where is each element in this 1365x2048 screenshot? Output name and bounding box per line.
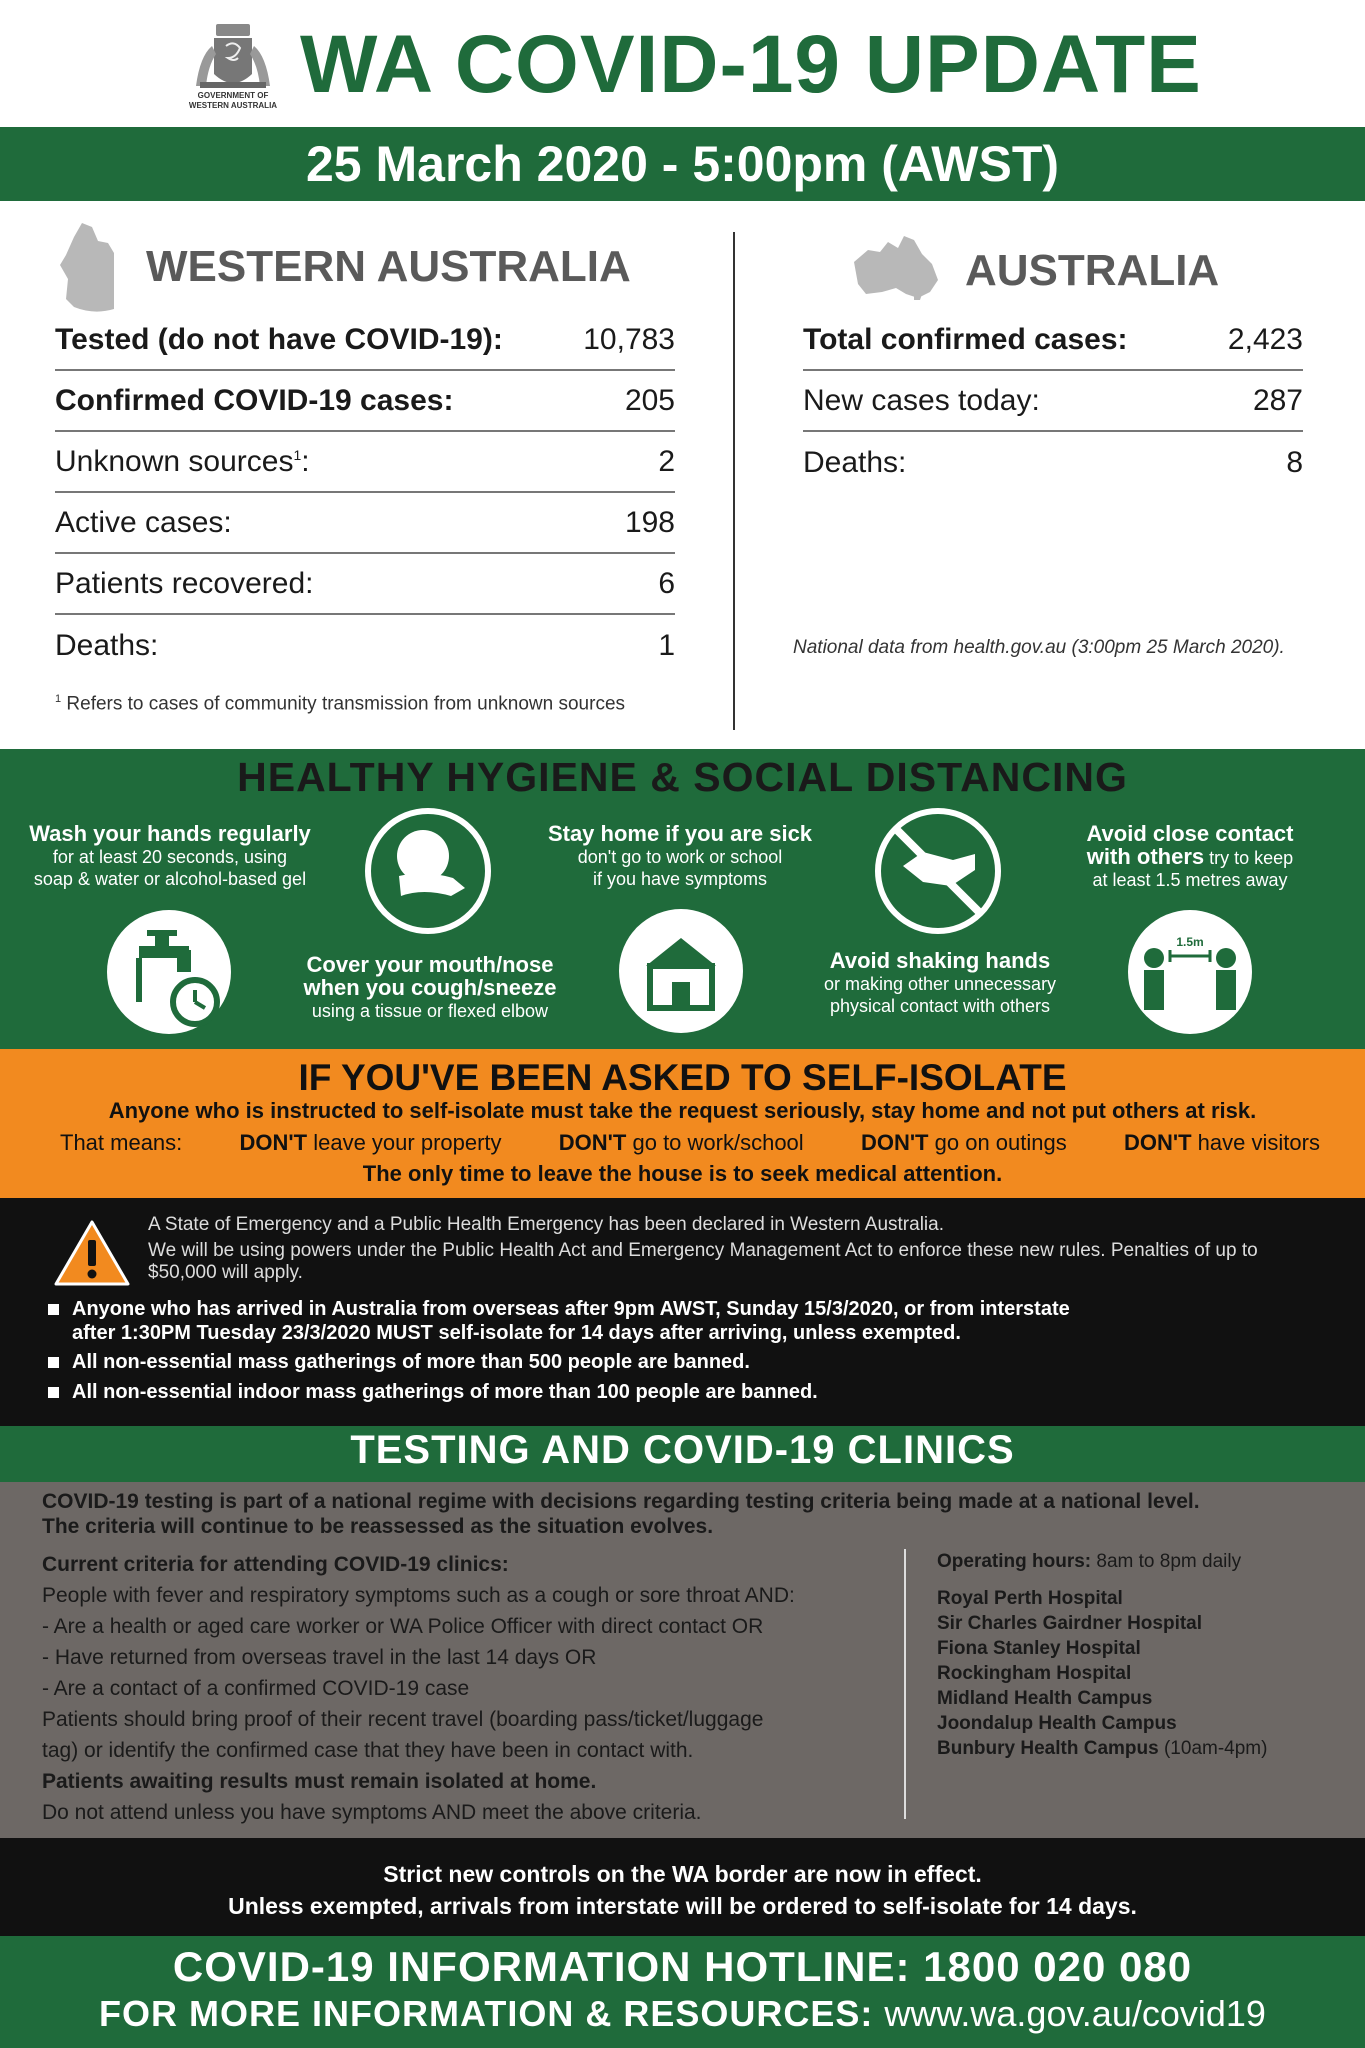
stat-value: 205 <box>624 383 675 417</box>
stat-value: 2,423 <box>1227 322 1303 356</box>
stat-value: 287 <box>1252 383 1303 417</box>
more-info-label: FOR MORE INFORMATION & RESOURCES: <box>99 1993 874 2034</box>
stay-home-line: don't go to work or school <box>577 847 783 867</box>
more-info-link[interactable]: www.wa.gov.au/covid19 <box>884 1993 1266 2034</box>
stat-label: Deaths: <box>803 445 907 479</box>
emergency-declaration <box>148 1214 1328 1284</box>
emergency-paragraph: We will be using powers under the Public Health Act and Emergency Management Act to enforce these new rules. Penalties of up to $50,000 will apply. <box>148 1240 1258 1283</box>
testing-intro-line: The criteria will continue to be reassessed as the situation evolves. <box>42 1515 714 1538</box>
wa-stat-tested <box>55 310 675 371</box>
criteria-lead: People with fever and respiratory symptoms such as a cough or sore throat AND: <box>42 1584 795 1607</box>
distance-label: 1.5m <box>1176 935 1204 949</box>
bullet-text: after 1:30PM Tuesday 23/3/2020 MUST self-isolate for 14 days after arriving, unless exempted. <box>72 1322 961 1344</box>
testing-intro <box>42 1489 1332 1539</box>
more-info <box>0 1993 1365 2035</box>
bullet-text: Anyone who has arrived in Australia from overseas after 9pm AWST, Sunday 15/3/2020, or from interstate <box>72 1298 1070 1320</box>
warning-triangle-icon <box>52 1218 132 1288</box>
stat-label: Patients recovered: <box>55 566 314 600</box>
stat-label-text: Unknown sources <box>55 444 294 478</box>
clinic-item: Royal Perth Hospital <box>937 1588 1123 1609</box>
tap-timer-icon <box>103 906 235 1038</box>
crest-caption <box>172 91 294 111</box>
testing-criteria <box>42 1549 902 1828</box>
stat-label: Active cases: <box>55 505 232 539</box>
border-notice <box>0 1858 1365 1922</box>
national-data-note: National data from health.gov.au (3:00pm 25 March 2020). <box>793 637 1285 658</box>
self-isolate-means <box>60 1130 1320 1156</box>
wash-hands-text <box>10 823 330 890</box>
cover-mouth-text <box>280 954 580 1022</box>
dont-leave <box>240 1130 502 1156</box>
clinic-item: Midland Health Campus <box>937 1688 1153 1709</box>
border-line: Unless exempted, arrivals from interstate will be ordered to self-isolate for 14 days. <box>228 1893 1137 1919</box>
stat-label: Total confirmed cases: <box>803 322 1128 356</box>
dont-attend: Do not attend unless you have symptoms AND meet the above criteria. <box>42 1801 702 1824</box>
dont-label: DON'T <box>239 1130 308 1155</box>
self-isolate-subtitle: Anyone who is instructed to self-isolate must take the request seriously, stay home and not put others at risk. <box>108 1098 1257 1123</box>
avoid-shaking-text <box>790 950 1090 1017</box>
wash-hands-line: for at least 20 seconds, using <box>52 847 288 867</box>
criteria-heading: Current criteria for attending COVID-19 clinics: <box>42 1553 509 1576</box>
self-isolate-only-time: The only time to leave the house is to seek medical attention. <box>362 1161 1003 1186</box>
clinic-item: Fiona Stanley Hospital <box>937 1638 1141 1659</box>
avoid-shaking-line: or making other unnecessary <box>823 974 1057 994</box>
wa-stat-recovered <box>55 554 675 615</box>
wa-stats-list <box>55 310 675 676</box>
stay-home-heading: Stay home if you are sick <box>547 821 813 846</box>
avoid-contact-heading: Avoid close contact <box>1086 821 1294 846</box>
dont-text: leave your property <box>313 1130 502 1155</box>
avoid-contact-heading-2: with others <box>1086 844 1205 869</box>
clinic-name: Bunbury Health Campus <box>937 1738 1159 1759</box>
self-isolate-title: IF YOU'VE BEEN ASKED TO SELF-ISOLATE <box>298 1057 1067 1098</box>
criteria-item: - Are a health or aged care worker or WA Police Officer with direct contact OR <box>42 1615 764 1638</box>
avoid-shaking-line: physical contact with others <box>829 996 1051 1016</box>
no-handshake-icon <box>873 806 1003 936</box>
clinic-hours: (10am-4pm) <box>1163 1738 1268 1759</box>
page-title: WA COVID-19 UPDATE <box>300 19 1202 110</box>
testing-intro-line: COVID-19 testing is part of a national regime with decisions regarding testing criteria being made at a national level. <box>42 1490 1200 1513</box>
dont-text: have visitors <box>1197 1130 1320 1155</box>
cover-mouth-heading-2: when you cough/sneeze <box>303 975 557 1000</box>
clinic-item-bunbury <box>937 1736 1337 1761</box>
emergency-bullet-arrivals <box>48 1297 1328 1345</box>
clinic-item: Sir Charles Gairdner Hospital <box>937 1613 1203 1634</box>
clinic-item: Joondalup Health Campus <box>937 1713 1177 1734</box>
criteria-item: - Are a contact of a confirmed COVID-19 case <box>42 1677 470 1700</box>
house-icon <box>616 906 746 1036</box>
avoid-shaking-heading: Avoid shaking hands <box>829 948 1051 973</box>
dont-outings <box>861 1130 1067 1156</box>
bullet-text: All non-essential indoor mass gatherings of more than 100 people are banned. <box>72 1381 818 1403</box>
testing-title: TESTING AND COVID-19 CLINICS <box>350 1428 1015 1472</box>
stat-value: 2 <box>658 444 675 478</box>
hours-value: 8am to 8pm daily <box>1096 1551 1242 1572</box>
stay-home-line: if you have symptoms <box>592 869 768 889</box>
au-stat-new <box>803 371 1303 432</box>
stat-label <box>55 445 310 479</box>
australia-map-icon <box>848 232 940 302</box>
stat-value: 1 <box>658 628 675 662</box>
wash-hands-line: soap & water or alcohol-based gel <box>33 869 307 889</box>
dont-text: go to work/school <box>632 1130 804 1155</box>
wa-stat-unknown <box>55 432 675 493</box>
clinics-list <box>937 1549 1337 1761</box>
footnote-text: Refers to cases of community transmission from unknown sources <box>66 693 626 715</box>
wash-hands-heading: Wash your hands regularly <box>29 821 311 846</box>
emergency-paragraph: A State of Emergency and a Public Health Emergency has been declared in Western Australia. <box>148 1214 944 1235</box>
au-stat-total <box>803 310 1303 371</box>
wa-stat-confirmed <box>55 371 675 432</box>
australia-title: AUSTRALIA <box>965 246 1220 295</box>
border-line: Strict new controls on the WA border are now in effect. <box>383 1861 982 1887</box>
crest-line-1: GOVERNMENT OF <box>197 91 269 100</box>
australia-stats-list <box>803 310 1303 493</box>
hotline-number: COVID-19 INFORMATION HOTLINE: 1800 020 080 <box>172 1943 1193 1990</box>
stat-label: Tested (do not have COVID-19): <box>55 322 503 356</box>
stat-value: 6 <box>658 566 675 600</box>
crest-line-2: WESTERN AUSTRALIA <box>188 101 278 110</box>
emergency-bullet-500 <box>48 1350 1328 1374</box>
wa-stat-active <box>55 493 675 554</box>
cover-mouth-line: using a tissue or flexed elbow <box>311 1001 549 1021</box>
means-label: That means: <box>60 1130 183 1155</box>
stat-label: Deaths: <box>55 628 159 662</box>
dont-label: DON'T <box>860 1130 929 1155</box>
wa-title: WESTERN AUSTRALIA <box>146 242 631 291</box>
operating-hours <box>937 1549 1337 1574</box>
sneeze-elbow-icon <box>363 806 493 936</box>
stat-value: 8 <box>1286 445 1303 479</box>
clinic-item: Rockingham Hospital <box>937 1663 1132 1684</box>
hygiene-title: HEALTHY HYGIENE & SOCIAL DISTANCING <box>237 754 1128 800</box>
footnote-marker: 1 <box>55 693 62 705</box>
social-distance-icon <box>1124 906 1256 1038</box>
stat-value: 10,783 <box>583 322 675 356</box>
proof-text: Patients should bring proof of their recent travel (boarding pass/ticket/luggage <box>42 1708 764 1731</box>
stat-label-colon: : <box>301 444 310 478</box>
stat-label: Confirmed COVID-19 cases: <box>55 383 454 417</box>
dont-label: DON'T <box>558 1130 627 1155</box>
avoid-contact-line: try to keep <box>1209 848 1294 868</box>
column-divider <box>733 232 735 730</box>
hours-label: Operating hours: <box>937 1551 1092 1572</box>
date-banner: 25 March 2020 - 5:00pm (AWST) <box>0 127 1365 201</box>
avoid-contact-line: at least 1.5 metres away <box>1092 870 1288 890</box>
await-results: Patients awaiting results must remain isolated at home. <box>42 1770 597 1793</box>
wa-footnote <box>55 693 625 715</box>
stat-value: 198 <box>624 505 675 539</box>
dont-work <box>559 1130 804 1156</box>
emergency-bullet-100 <box>48 1380 1328 1404</box>
wa-stat-deaths <box>55 615 675 676</box>
stat-label: New cases today: <box>803 383 1040 417</box>
wa-map-icon <box>52 221 116 313</box>
avoid-contact-text <box>1040 823 1340 891</box>
au-stat-deaths <box>803 432 1303 493</box>
stay-home-text <box>530 823 830 890</box>
cover-mouth-heading: Cover your mouth/nose <box>306 952 554 977</box>
dont-text: go on outings <box>934 1130 1067 1155</box>
bullet-text: All non-essential mass gatherings of more than 500 people are banned. <box>72 1351 750 1373</box>
dont-label: DON'T <box>1123 1130 1192 1155</box>
footnote-marker: 1 <box>293 446 302 463</box>
dont-visitors <box>1124 1130 1320 1156</box>
testing-divider <box>904 1549 906 1819</box>
criteria-item: - Have returned from overseas travel in the last 14 days OR <box>42 1646 597 1669</box>
proof-text: tag) or identify the confirmed case that they have been in contact with. <box>42 1739 694 1762</box>
